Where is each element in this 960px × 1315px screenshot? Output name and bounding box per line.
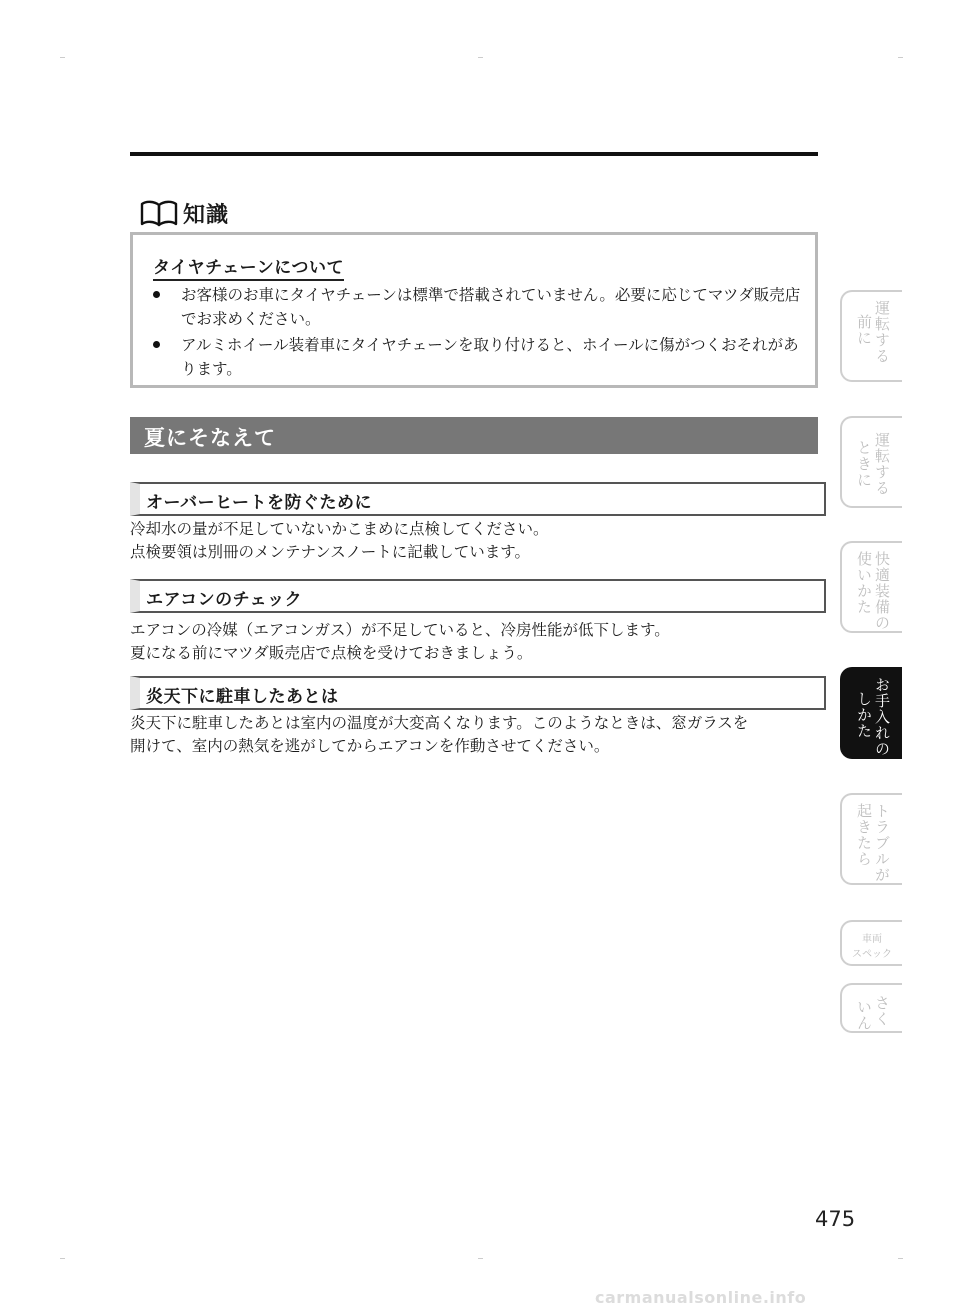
page-number: 475 (815, 1207, 856, 1231)
open-book-icon (140, 199, 178, 227)
tab-maintenance[interactable]: お手入れの しかた (840, 667, 902, 759)
bullet-icon (153, 291, 160, 298)
crop-mark (898, 57, 903, 58)
crop-mark (478, 57, 483, 58)
crop-mark (478, 1258, 483, 1259)
paragraph: エアコンの冷媒（エアコンガス）が不足していると、冷房性能が低下します。 夏になる前にマツダ販売店で点検を受けておきましょう。 (130, 621, 670, 662)
watermark: carmanualsonline.info (595, 1288, 807, 1307)
tab-while-driving[interactable]: 運転する ときに (840, 416, 902, 508)
paragraph: 冷却水の量が不足していないかこまめに点検してください。 点検要領は別冊のメンテナンスノートに記載しています。 (130, 520, 549, 561)
knowledge-box-title: タイヤチェーンについて (153, 253, 344, 281)
crop-mark (60, 1258, 65, 1259)
list-item: お客様のお車にタイヤチェーンは標準で搭載されていません。必要に応じてマツダ販売店でお求めください。 (151, 283, 801, 331)
crop-mark (60, 57, 65, 58)
bullet-icon (153, 341, 160, 348)
tab-before-driving[interactable]: 運転する 前に (840, 290, 902, 382)
section-title: 夏にそなえて (144, 426, 276, 450)
crop-mark (898, 1258, 903, 1259)
knowledge-box (130, 232, 818, 388)
tab-index[interactable]: さく いん (840, 983, 902, 1033)
top-rule (130, 152, 818, 156)
subsection-heading: エアコンのチェック (130, 579, 826, 613)
paragraph: 炎天下に駐車したあとは室内の温度が大変高くなります。このようなときは、窓ガラスを 開けて、室内の熱気を逃がしてからエアコンを作動させてください。 (130, 714, 749, 755)
subsection-heading: 炎天下に駐車したあとは (130, 676, 826, 710)
tab-comfort-features[interactable]: 快適装備の 使いかた (840, 541, 902, 633)
list-item: アルミホイール装着車にタイヤチェーンを取り付けると、ホイールに傷がつくおそれがあります。 (151, 333, 801, 381)
knowledge-heading: 知識 (183, 203, 230, 228)
tab-troubleshooting[interactable]: トラブルが 起きたら (840, 793, 902, 885)
section-band (130, 417, 818, 454)
tab-vehicle-specs[interactable]: 車両 スペック (840, 920, 902, 966)
subsection-heading: オーバーヒートを防ぐために (130, 482, 826, 516)
